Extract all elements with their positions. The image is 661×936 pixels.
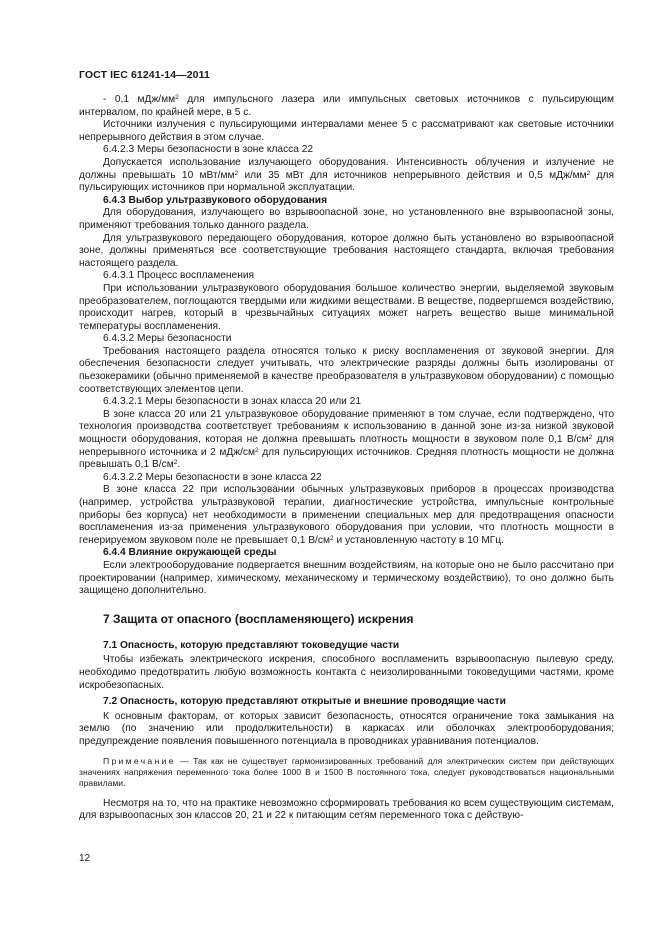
body-paragraph: Если электрооборудование подвергается внешним воздействиям, на которые оно не было рассчитано при проектировании (например, химическому, механическому и термическому воздействию), то оно должно быть защищено дополнительно. bbox=[79, 559, 614, 597]
body-paragraph: 6.4.3.2.2 Меры безопасности в зоне класса 22 bbox=[103, 471, 322, 483]
note-label: Примечание bbox=[103, 755, 176, 766]
body-paragraph: Допускается использование излучающего оборудования. Интенсивность облучения и излучение не должны превышать 10 мВт/$мм^2$ или 35 мВт для источников непрерывного действия и 0,5 мДж/$мм^2$ для пульсирующих источников при нормальной эксплуатации. bbox=[79, 156, 614, 194]
body-paragraph: В зоне класса 22 при использовании обычных ультразвуковых приборов в процессах производства (например, устройства ультразвуковой терапии, диагностические устройства, импульсные контрольные приборы без корпуса) нет необходимости в применении специальных мер для предотвращения опасности воспламенения из-за применения ультразвукового оборудования при условии, что плотность мощности в генерируемом звуковом поле не превышает 0,1 $В/см^2$ и установленную частоту в 10 МГц. bbox=[79, 484, 614, 546]
body-paragraph: При использовании ультразвукового оборудования большое количество энергии, выделяемой звуковым преобразователем, поглощаются твердыми или жидкими веществами. В веществе, подвергшемся воздействию, происходит нагрев, который в чрезвычайных ситуациях может нагреть вещество выше минимальной температуры воспламенения. bbox=[79, 282, 615, 332]
body-paragraph: Чтобы избежать электрического искрения, способного воспламенить взрывоопасную пылевую среду, необходимо предотвратить любую возможность контакта с неизолированными токоведущими частями, кроме искробезопасных. bbox=[79, 654, 614, 691]
body-paragraph: В зоне класса 20 или 21 ультразвуковое оборудование применяют в том случае, если подтверждено, что технология производства соответствует требованиям к использованию в данной зоне из-за низкой звуковой мощности оборудования, которая не должна превышать плотность мощности в звуковом поле 0,1 $В/см^2$ для непрерывного источника и 2 мДж/$см^2$ для пульсирующих источников. Средняя плотность мощности не должна превышать 0,1 $В/см^2$. bbox=[79, 408, 614, 471]
subsection-heading: 6.4.4 Влияние окружающей среды bbox=[103, 547, 277, 559]
body-paragraph: Требования настоящего раздела относятся только к риску воспламенения от звуковой энергии. Для обеспечения безопасности следует учитывать, что электрические разряды должны быть изолированы от пьезокерамики (обычно применяемой в качестве преобразователя в ультразвуковом оборудовании) с помощью соответствующих элементов цепи. bbox=[79, 345, 614, 395]
body-paragraph: Несмотря на то, что на практике невозможно сформировать требования ко всем существующим системам, для взрывоопасных зон классов 20, 21 и 22 к питающим сетям переменного тока с действую- bbox=[79, 797, 614, 822]
section-heading: 7 Защита от опасного (воспламеняющего) искрения bbox=[103, 611, 414, 626]
body-paragraph: - 0,1 мДж/$мм^2$ для импульсного лазера или импульсных световых источников с пульсирующим интервалом, по крайней мере, в 5 с. bbox=[79, 94, 614, 118]
body-paragraph: К основным факторам, от которых зависит безопасность, относятся ограничение тока замыкания на землю (по значению или продолжительности) в каркасах или оболочках электрооборудования; предупреждение появления повышенного потенциала в проводниках уравнивания потенциалов. bbox=[79, 710, 614, 747]
body-paragraph: 6.4.3.2.1 Меры безопасности в зонах класса 20 или 21 bbox=[103, 396, 361, 408]
body-paragraph: 6.4.3.1 Процесс воспламенения bbox=[103, 270, 255, 282]
subsection-heading: 7.1 Опасность, которую представляют токоведущие части bbox=[103, 639, 400, 651]
note-text: — Так как не существует гармонизированных требований для электрических систем при действующих значениях напряжения переменного тока более 1000 В и 1500 В постоянного тока, следует руководствоваться национальными правилами. bbox=[79, 755, 614, 789]
body-paragraph: 6.4.3.2 Меры безопасности bbox=[103, 333, 232, 345]
body-paragraph: Для ультразвукового передающего оборудования, которое должно быть установлено во взрывоопасной зоне, должны применяться все соответствующие требования настоящего стандарта, включая требования настоящего раздела. bbox=[79, 232, 614, 269]
body-paragraph: Для оборудования, излучающего во взрывоопасной зоне, но установленного вне взрывоопасной зоны, применяют требования только данного раздела. bbox=[79, 207, 614, 231]
subsection-heading: 6.4.3 Выбор ультразвукового оборудования bbox=[103, 194, 328, 206]
note-paragraph bbox=[79, 756, 614, 790]
body-paragraph: Источники излучения с пульсирующими интервалами менее 5 с рассматривают как световые источники непрерывного действия в этом случае. bbox=[79, 119, 614, 143]
page-number: 12 bbox=[79, 853, 91, 864]
page-header: ГОСТ IEC 61241-14—2011 bbox=[79, 69, 210, 81]
document-body bbox=[79, 94, 614, 823]
subsection-heading: 7.2 Опасность, которую представляют открытые и внешние проводящие части bbox=[103, 696, 506, 708]
body-paragraph: 6.4.2.3 Меры безопасности в зоне класса 22 bbox=[103, 144, 314, 156]
